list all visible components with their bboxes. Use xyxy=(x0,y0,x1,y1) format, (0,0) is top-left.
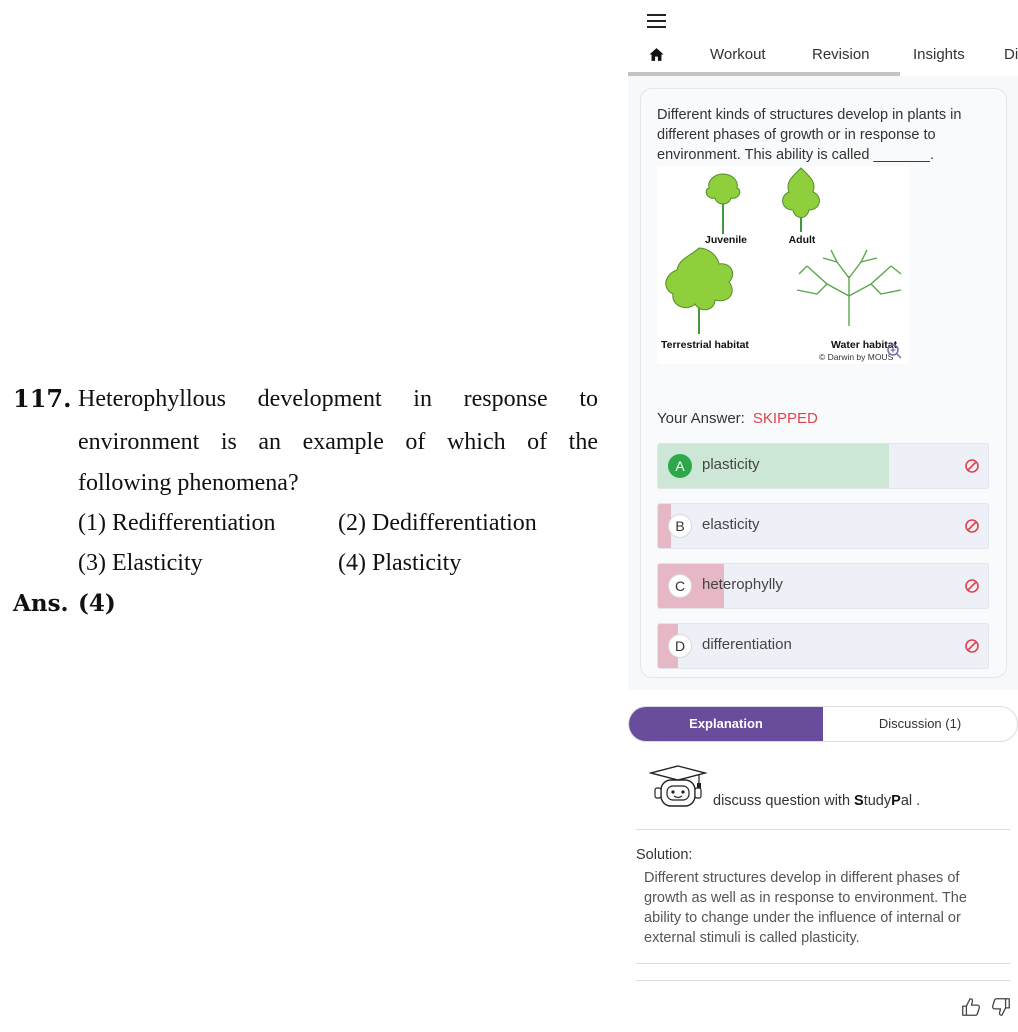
option-a-label: plasticity xyxy=(702,456,760,473)
juvenile-leaf-illustration xyxy=(706,174,740,234)
studypal-prefix: discuss question with xyxy=(713,793,855,809)
your-answer-row xyxy=(657,410,818,427)
tab-revision[interactable]: Revision xyxy=(812,46,870,63)
thumbs-up-icon[interactable] xyxy=(960,996,982,1018)
top-nav xyxy=(628,40,1018,76)
tab-discussion[interactable]: Discussion (1) xyxy=(878,716,962,731)
your-answer-value: SKIPPED xyxy=(752,410,818,427)
question-text: Different kinds of structures develop in plants in different phases of growth or in response to environment. This ability is called _______. xyxy=(657,107,962,163)
hamburger-menu-icon[interactable] xyxy=(647,12,667,28)
figure-credit: © Darwin by MOUS xyxy=(819,352,894,362)
not-attempted-icon xyxy=(964,638,980,654)
printed-option-2: (2) Dedifferentiation xyxy=(338,510,537,536)
divider xyxy=(636,963,1010,964)
question-line-2: environment is an example of which of the xyxy=(78,429,598,455)
printed-option-4: (4) Plasticity xyxy=(338,550,462,576)
tab-insights[interactable]: Insights xyxy=(913,46,965,63)
thumbs-down-icon[interactable] xyxy=(990,996,1012,1018)
studypal-bot-icon[interactable] xyxy=(649,764,707,810)
studypal-p: P xyxy=(891,793,901,809)
water-leaf-illustration xyxy=(797,250,901,326)
studypal-tudy: tudy xyxy=(863,793,892,809)
studypal-prompt[interactable] xyxy=(713,793,920,809)
not-attempted-icon xyxy=(964,458,980,474)
answer-value: (4) xyxy=(78,590,116,617)
option-c[interactable] xyxy=(657,563,989,609)
figure-label-water: Water habitat xyxy=(831,339,898,351)
your-answer-label: Your Answer: xyxy=(657,410,745,427)
solution-tabs xyxy=(628,706,1018,742)
option-a-response-bar xyxy=(658,444,889,488)
figure-label-juvenile: Juvenile xyxy=(704,234,748,246)
option-b[interactable] xyxy=(657,503,989,549)
divider xyxy=(636,980,1010,981)
solution-label: Solution: xyxy=(636,847,693,863)
question-number: 117. xyxy=(13,384,72,413)
question-figure[interactable] xyxy=(657,166,909,364)
option-d-label: differentiation xyxy=(702,636,792,653)
terrestrial-leaf-illustration xyxy=(666,248,733,334)
tab-di[interactable]: Di xyxy=(1004,46,1018,63)
studypal-al: al . xyxy=(900,793,921,809)
not-attempted-icon xyxy=(964,518,980,534)
divider xyxy=(636,829,1010,830)
not-attempted-icon xyxy=(964,578,980,594)
figure-label-terrestrial: Terrestrial habitat xyxy=(661,339,749,351)
tab-workout[interactable]: Workout xyxy=(710,46,766,63)
answer-label: Ans. xyxy=(13,590,69,617)
question-line-3: following phenomena? xyxy=(78,470,299,496)
tab-explanation[interactable]: Explanation xyxy=(629,707,823,741)
adult-leaf-illustration xyxy=(783,168,820,232)
printed-option-3: (3) Elasticity xyxy=(78,550,203,576)
figure-label-adult: Adult xyxy=(788,234,816,246)
question-line-1: Heterophyllous development in response to xyxy=(78,386,598,412)
app-panel xyxy=(628,0,1018,1032)
studypal-s: S xyxy=(854,793,864,809)
option-b-label: elasticity xyxy=(702,516,760,533)
option-a-letter: A xyxy=(668,454,692,478)
home-icon[interactable] xyxy=(648,46,665,63)
option-b-letter: B xyxy=(668,514,692,538)
option-a[interactable] xyxy=(657,443,989,489)
option-c-label: heterophylly xyxy=(702,576,783,593)
solution-text: Different structures develop in different phases of growth as well as in response to environment. The ability to change under the influence of internal or external stimuli is called plasticity. xyxy=(644,870,967,946)
option-d-letter: D xyxy=(668,634,692,658)
printed-option-1: (1) Redifferentiation xyxy=(78,510,276,536)
option-d[interactable] xyxy=(657,623,989,669)
option-c-letter: C xyxy=(668,574,692,598)
